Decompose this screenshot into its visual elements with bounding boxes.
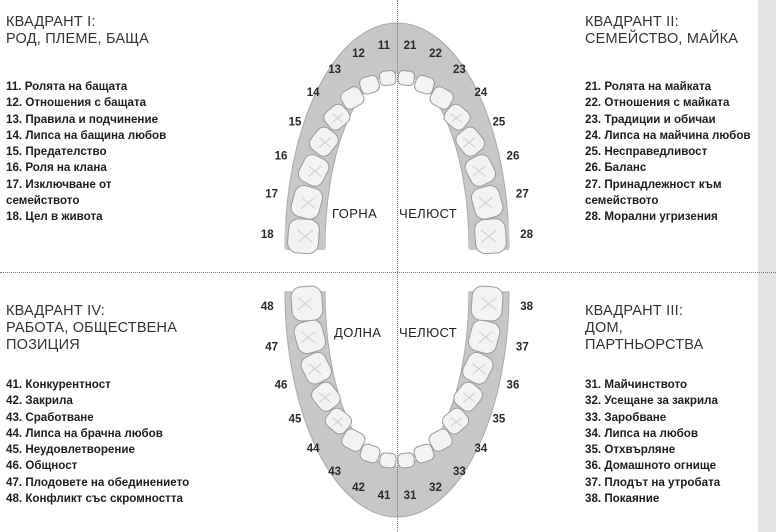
upper-right-tooth-number: 27: [515, 188, 529, 201]
lower-right-tooth-31: [397, 452, 414, 468]
quadrant-4-title-line2: РАБОТА, ОБЩЕСТВЕНА: [6, 320, 178, 336]
quadrant-3-list: [585, 377, 720, 507]
list-item: 31. Майчинството: [585, 378, 688, 391]
list-item: 36. Домашното огнище: [585, 459, 717, 473]
lower-jaw-label-right: ЧЕЛЮСТ: [399, 325, 458, 340]
upper-right-tooth-number: 21: [403, 39, 417, 52]
quadrant-4-list: [6, 377, 189, 507]
lower-left-tooth-number: 44: [306, 443, 320, 456]
horizontal-divider: [0, 272, 776, 273]
lower-left-tooth-number: 41: [377, 490, 391, 503]
list-item: 18. Цел в живота: [6, 210, 103, 224]
list-item: 42. Закрила: [6, 394, 73, 408]
upper-left-tooth-number: 13: [328, 63, 341, 76]
list-item: 48. Конфликт със скромността: [6, 492, 183, 506]
list-item: 33. Заробване: [585, 410, 667, 424]
lower-right-tooth-number: 32: [429, 482, 442, 495]
lower-left-tooth-48: [290, 285, 323, 321]
lower-right-tooth-number: 35: [492, 413, 506, 426]
quadrant-4-title-line1: КВАДРАНТ IV:: [6, 303, 105, 319]
list-item: 15. Предателство: [6, 145, 107, 159]
upper-left-tooth-number: 17: [265, 188, 279, 201]
list-item: 43. Сработване: [6, 410, 94, 424]
list-item: 28. Морални угризения: [585, 210, 718, 224]
upper-right-tooth-number: 22: [429, 47, 442, 60]
list-item: 24. Липса на майчина любов: [585, 128, 751, 142]
upper-right-tooth-21: [398, 70, 415, 86]
list-item: 23. Традиции и обичаи: [585, 112, 716, 126]
lower-right-tooth-number: 34: [474, 443, 488, 456]
upper-left-tooth-number: 11: [377, 39, 391, 52]
list-item: 11. Ролята на бащата: [6, 80, 128, 93]
upper-left-tooth-number: 16: [274, 150, 288, 163]
lower-left-tooth-number: 48: [260, 301, 274, 314]
quadrant-1-title-line2: РОД, ПЛЕМЕ, БАЩА: [6, 31, 149, 47]
list-item: 44. Липса на брачна любов: [6, 426, 163, 440]
upper-right-tooth-number: 28: [520, 228, 534, 241]
lower-left-tooth-number: 42: [352, 482, 365, 495]
upper-jaw-label-right: ЧЕЛЮСТ: [399, 206, 458, 221]
upper-right-tooth-28: [474, 218, 507, 254]
quadrant-4-title: [6, 303, 177, 354]
list-item: 47. Плодовете на обединението: [6, 475, 190, 489]
quadrant-3-title-line2: ДОМ,: [585, 320, 624, 336]
list-item: 37. Плодът на утробата: [585, 475, 721, 489]
list-item: 17. Изключване от семейството: [6, 177, 112, 208]
lower-left-tooth-number: 46: [274, 379, 288, 392]
quadrant-4-title-line3: ПОЗИЦИЯ: [6, 337, 80, 353]
upper-left-tooth-number: 12: [352, 47, 365, 60]
list-item: 14. Липса на бащина любов: [6, 128, 167, 142]
vertical-divider: [397, 0, 398, 532]
quadrant-1-list: [6, 79, 166, 226]
quadrant-3-title: [585, 303, 704, 354]
quadrant-1-title: [6, 14, 149, 48]
list-item: 27. Принадлежност към семейството: [585, 177, 722, 208]
upper-left-tooth-number: 18: [260, 228, 274, 241]
list-item: 34. Липса на любов: [585, 426, 699, 440]
quadrant-2-list: [585, 79, 765, 226]
list-item: 16. Роля на клана: [6, 161, 107, 175]
list-item: 32. Усещане за закрила: [585, 394, 718, 408]
list-item: 35. Отхвърляне: [585, 443, 676, 457]
quadrant-2-title-line1: КВАДРАНТ II:: [585, 14, 679, 30]
lower-right-tooth-number: 31: [403, 490, 417, 503]
lower-right-tooth-number: 37: [515, 341, 529, 354]
upper-right-tooth-number: 23: [453, 63, 466, 76]
quadrant-2-title: [585, 14, 738, 48]
lower-right-tooth-38: [471, 285, 504, 321]
list-item: 12. Отношения с бащата: [6, 96, 147, 110]
upper-left-tooth-18: [287, 218, 320, 254]
quadrant-1-title-line1: КВАДРАНТ I:: [6, 14, 96, 30]
quadrant-2-title-line2: СЕМЕЙСТВО, МАЙКА: [585, 31, 739, 47]
quadrant-3-title-line3: ПАРТНЬОРСТВА: [585, 337, 704, 353]
list-item: 25. Несправедливост: [585, 145, 708, 159]
lower-left-tooth-number: 47: [265, 341, 279, 354]
upper-jaw-label-left: ГОРНА: [332, 206, 378, 221]
upper-right-tooth-number: 24: [474, 86, 488, 99]
lower-right-tooth-number: 38: [520, 301, 534, 314]
upper-left-tooth-11: [379, 70, 396, 86]
upper-left-tooth-number: 15: [288, 116, 302, 129]
upper-right-tooth-number: 25: [492, 116, 506, 129]
list-item: 46. Общност: [6, 459, 78, 473]
lower-left-tooth-41: [379, 452, 396, 468]
lower-jaw-label-left: ДОЛНА: [334, 325, 382, 340]
list-item: 22. Отношения с майката: [585, 96, 730, 110]
quadrant-3-title-line1: КВАДРАНТ III:: [585, 303, 684, 319]
list-item: 45. Неудовлетворение: [6, 443, 135, 457]
list-item: 13. Правила и подчинение: [6, 112, 159, 126]
list-item: 26. Баланс: [585, 161, 647, 175]
list-item: 38. Покаяние: [585, 492, 660, 506]
list-item: 21. Ролята на майката: [585, 80, 712, 93]
lower-left-tooth-number: 45: [288, 413, 302, 426]
upper-right-tooth-number: 26: [506, 150, 520, 163]
lower-right-tooth-number: 36: [506, 379, 520, 392]
upper-left-tooth-number: 14: [306, 86, 320, 99]
lower-right-tooth-number: 33: [453, 466, 466, 479]
list-item: 41. Конкурентност: [6, 378, 111, 391]
lower-left-tooth-number: 43: [328, 466, 341, 479]
